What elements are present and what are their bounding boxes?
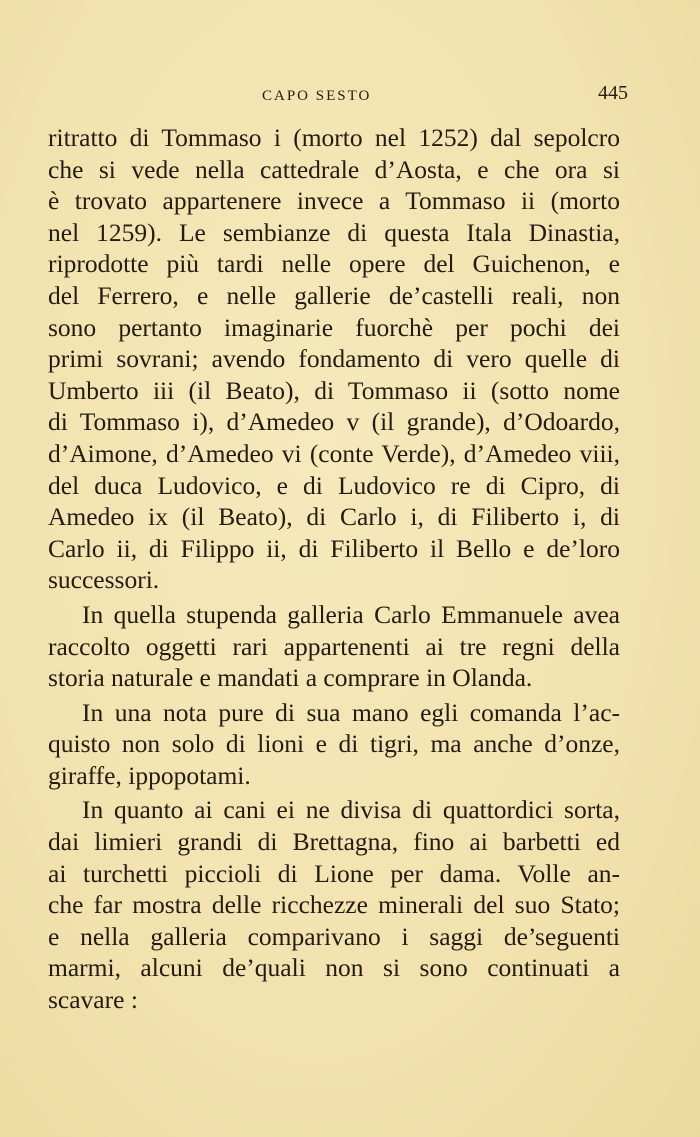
text-line: successori. (48, 565, 160, 595)
text-line: marmi, alcuni de’quali non si sono continuati a (48, 953, 620, 983)
text-line: e nella galleria comparivano i saggi de’seguenti (48, 921, 620, 951)
text-line: sono pertanto imaginarie fuorchè per pochi dei (48, 312, 620, 342)
text-line: storia naturale e mandati a comprare in Olanda. (48, 663, 533, 693)
text-line: Umberto iii (il Beato), di Tommaso ii (sotto nome (48, 375, 620, 405)
paragraph-start-line: In quanto ai cani ei ne divisa di quattordici sorta, (82, 795, 620, 825)
text-line: dai limieri grandi di Brettagna, fino ai barbetti ed (48, 827, 620, 857)
text-line: è trovato appartenere invece a Tommaso ii (morto (48, 186, 620, 216)
paragraph-start-line: In una nota pure di sua mano egli comanda l’ac- (82, 697, 620, 727)
text-line: ritratto di Tommaso i (morto nel 1252) dal sepolcro (48, 123, 620, 152)
text-line: Carlo ii, di Filippo ii, di Filiberto il Bello e de’loro (48, 533, 620, 563)
paragraph-start-line: In quella stupenda galleria Carlo Emmanuele avea (82, 599, 620, 629)
text-line: giraffe, ippopotami. (48, 760, 251, 790)
text-line: che si vede nella cattedrale d’Aosta, e che ora si (48, 154, 620, 184)
running-head: CAPO SESTO (262, 88, 372, 104)
text-line: di Tommaso i), d’Amedeo v (il grande), d’Odoardo, (48, 407, 620, 437)
page-number: 445 (598, 82, 628, 104)
text-line: d’Aimone, d’Amedeo vi (conte Verde), d’Amedeo viii, (48, 438, 620, 468)
text-line: scavare : (48, 985, 138, 1015)
page-header (48, 82, 628, 112)
text-line: primi sovrani; avendo fondamento di vero quelle di (48, 344, 620, 374)
body-text (48, 122, 620, 1016)
text-line: del duca Ludovico, e di Ludovico re di Cipro, di (48, 470, 620, 500)
text-line: del Ferrero, e nelle gallerie de’castelli reali, non (48, 280, 620, 310)
text-line: Amedeo ix (il Beato), di Carlo i, di Filiberto i, di (48, 502, 620, 532)
text-line: raccolto oggetti rari appartenenti ai tre regni della (48, 631, 620, 661)
text-line: riprodotte più tardi nelle opere del Guichenon, e (48, 249, 620, 279)
text-line: che far mostra delle ricchezze minerali del suo Stato; (48, 890, 620, 920)
text-line: nel 1259). Le sembianze di questa Itala Dinastia, (48, 217, 620, 247)
text-line: ai turchetti piccioli di Lione per dama. Volle an- (48, 858, 620, 888)
text-line: quisto non solo di lioni e di tigri, ma anche d’onze, (48, 729, 620, 759)
